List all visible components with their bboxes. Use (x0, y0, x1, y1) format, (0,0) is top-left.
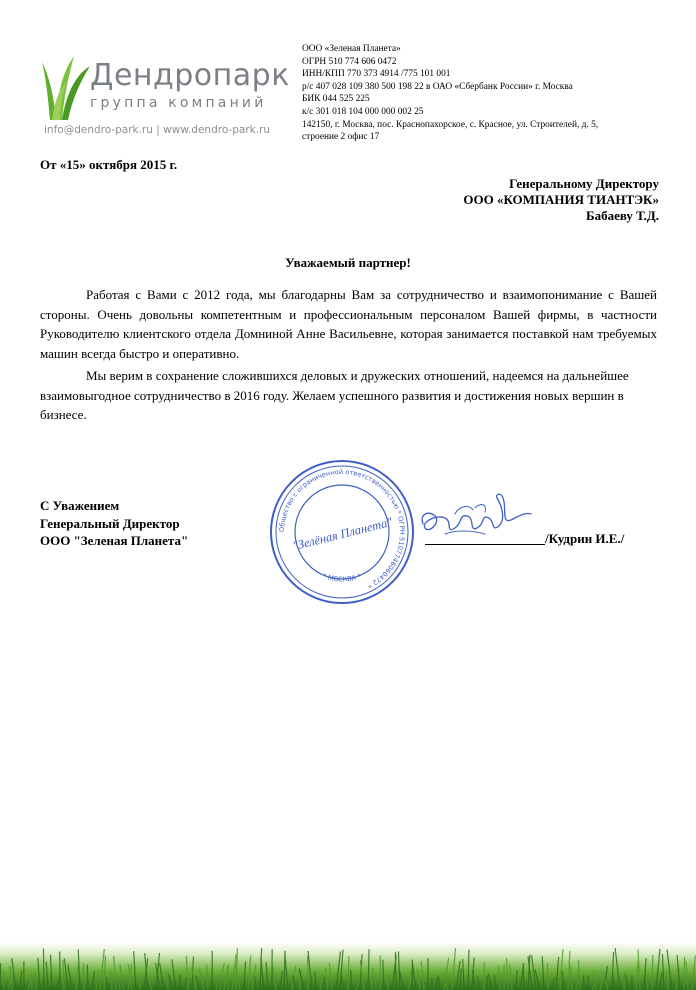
closing-line: С Уважением (40, 498, 120, 513)
requisite-line: БИК 044 525 225 (302, 94, 370, 105)
closing-line: ООО "Зеленая Планета" (40, 533, 189, 548)
closing-block (40, 497, 188, 550)
requisite-line: ИНН/КПП 770 373 4914 /775 101 001 (302, 69, 451, 80)
recipient-line: Генеральному Директору (509, 176, 659, 191)
requisite-line: ООО «Зеленая Планета» (302, 44, 401, 54)
handwritten-signature (415, 484, 535, 548)
logo-subtitle: группа компаний (90, 95, 267, 111)
letter-date: От «15» октября 2015 г. (40, 157, 178, 172)
company-requisites (302, 43, 598, 144)
requisite-line: строение 2 офис 17 (302, 132, 380, 143)
grass-footer-image (0, 942, 696, 990)
requisite-line: р/с 407 028 109 380 500 198 22 в ОАО «Сбербанк России» г. Москва (302, 81, 573, 92)
closing-line: Генеральный Директор (40, 515, 180, 531)
requisite-line: к/с 301 018 104 000 000 002 25 (302, 106, 424, 117)
requisite-line: 142150, г. Москва, пос. Краснопахорское, с. Красное, ул. Строителей, д. 5, (302, 119, 599, 130)
company-stamp (268, 458, 416, 606)
logo-name: Дендропарк (90, 58, 290, 93)
requisite-line: ОГРН 510 774 606 0472 (302, 56, 397, 67)
signature-line (425, 544, 545, 545)
recipient-line: ООО «КОМПАНИЯ ТИАНТЭК» (463, 192, 659, 207)
company-logo (40, 48, 290, 140)
stamp-ring-text: Общество с ограниченной ответственностью * ОГРН 5107746060472 * (277, 467, 407, 590)
leaves-logo-icon (40, 48, 92, 120)
stamp-city-text: * МОСКВА * (321, 572, 363, 584)
logo-contacts: info@dendro-park.ru | www.dendro-park.ru (44, 124, 271, 136)
stamp-center-text: "Зелёная Планета" (291, 514, 394, 554)
greeting: Уважаемый партнер! (285, 255, 411, 270)
body-paragraph: Работая с Вами с 2012 года, мы благодарны Вам за сотрудничество и взаимопонимание с Вашей стороны. Очень довольны компетентным и профессиональным персоналом Вашей фирмы, в частности Руководителю клиентского отдела Домниной Анне Васильевне, которая занимается поставкой нам требуемых машин всегда быстро и оперативно. (40, 287, 657, 361)
recipient-line: Бабаеву Т.Д. (585, 208, 659, 223)
signer-name: /Кудрин И.Е./ (545, 531, 625, 546)
recipient-block (463, 176, 659, 224)
body-paragraph: Мы верим в сохранение сложившихся деловых и дружеских отношений, надеемся на дальнейшее взаимовыгодное сотрудничество в 2016 году. Желаем успешного развития и достижения новых вершин в бизнесе. (40, 368, 629, 422)
